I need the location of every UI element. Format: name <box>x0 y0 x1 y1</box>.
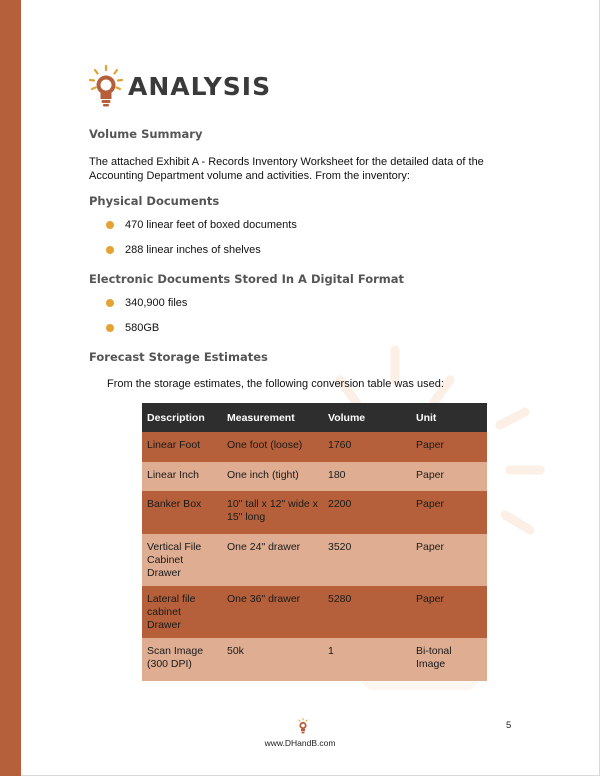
bullet-dot-icon <box>106 324 114 332</box>
table-cell: 180 <box>323 462 411 491</box>
table-row <box>142 432 487 462</box>
volume-summary-paragraph <box>89 155 509 183</box>
bullet-dot-icon <box>106 299 114 307</box>
table-cell: Paper <box>411 462 487 491</box>
table-cell: 50k <box>222 638 323 681</box>
paragraph-line: Accounting Department volume and activities. From the inventory: <box>89 170 410 182</box>
column-header-description: Description <box>142 403 222 432</box>
table-cell: Paper <box>411 491 487 534</box>
list-item <box>106 244 261 256</box>
footer-lightbulb-icon <box>297 718 309 735</box>
section-header <box>88 64 271 108</box>
list-item-text: 580GB <box>125 322 160 334</box>
table-cell: Lateral file cabinet Drawer <box>142 586 222 638</box>
list-item <box>106 297 187 309</box>
list-item <box>106 219 297 231</box>
list-item <box>106 322 159 334</box>
table-cell: Linear Foot <box>142 432 222 462</box>
bullet-dot-icon <box>106 221 114 229</box>
lightbulb-icon <box>88 64 124 108</box>
table-cell: One 24" drawer <box>222 534 323 586</box>
table-cell: Scan Image (300 DPI) <box>142 638 222 681</box>
table-header-row <box>142 403 487 432</box>
table-cell: One foot (loose) <box>222 432 323 462</box>
table-row <box>142 534 487 586</box>
forecast-heading: Forecast Storage Estimates <box>89 350 268 364</box>
table-row <box>142 586 487 638</box>
physical-documents-heading: Physical Documents <box>89 194 220 208</box>
sidebar-accent-bar <box>0 0 21 776</box>
table-cell: One 36" drawer <box>222 586 323 638</box>
table-cell: 1 <box>323 638 411 681</box>
table-cell: Bi-tonal Image <box>411 638 487 681</box>
list-item-text: 470 linear feet of boxed documents <box>125 219 297 231</box>
table-row <box>142 462 487 491</box>
list-item-text: 340,900 files <box>125 297 188 309</box>
conversion-table <box>142 403 487 681</box>
table-cell: Paper <box>411 534 487 586</box>
volume-summary-heading: Volume Summary <box>89 127 203 141</box>
list-item-text: 288 linear inches of shelves <box>125 244 261 256</box>
page-title: ANALYSIS <box>128 71 272 101</box>
table-row <box>142 491 487 534</box>
table-cell: 1760 <box>323 432 411 462</box>
table-cell: Banker Box <box>142 491 222 534</box>
page-number: 5 <box>506 720 512 731</box>
footer-url: www.DHandB.com <box>264 738 336 748</box>
table-row <box>142 638 487 681</box>
table-cell: 2200 <box>323 491 411 534</box>
electronic-documents-heading: Electronic Documents Stored In A Digital Format <box>89 272 405 286</box>
column-header-unit: Unit <box>411 403 487 432</box>
table-cell: 10" tall x 12" wide x 15" long <box>222 491 323 534</box>
table-cell: 3520 <box>323 534 411 586</box>
table-cell: Paper <box>411 432 487 462</box>
column-header-measurement: Measurement <box>222 403 323 432</box>
table-cell: Linear Inch <box>142 462 222 491</box>
forecast-intro: From the storage estimates, the following conversion table was used: <box>107 378 444 390</box>
column-header-volume: Volume <box>323 403 411 432</box>
table-cell: Vertical File Cabinet Drawer <box>142 534 222 586</box>
table-cell: 5280 <box>323 586 411 638</box>
table-cell: Paper <box>411 586 487 638</box>
bullet-dot-icon <box>106 246 114 254</box>
table-cell: One inch (tight) <box>222 462 323 491</box>
paragraph-line: The attached Exhibit A - Records Inventory Worksheet for the detailed data of the <box>89 156 484 168</box>
